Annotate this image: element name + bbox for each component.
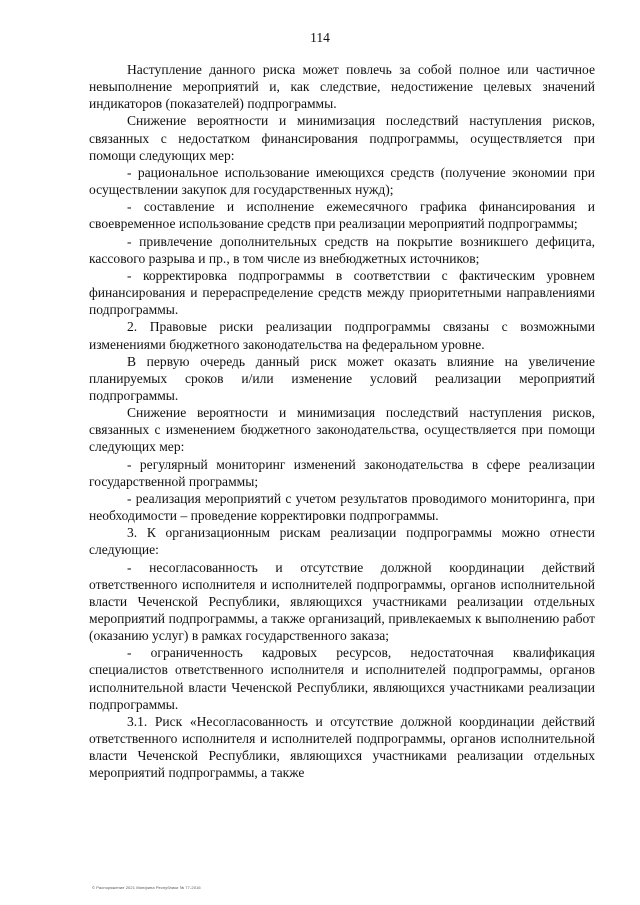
list-item-monitoring: - регулярный мониторинг изменений законодательства в сфере реализации государственной программы;	[89, 456, 595, 489]
paragraph-risk-consequence: Наступление данного риска может повлечь за собой полное или частичное невыполнение мероприятий и, как следствие, недостижение целевых значений индикаторов (показателей) подпрограммы.	[89, 62, 595, 112]
paragraph-legal-risks: 2. Правовые риски реализации подпрограммы связаны с возможными изменениями бюджетного законодательства на федеральном уровне.	[89, 319, 595, 352]
list-item-program-adjustment: - корректировка подпрограммы в соответствии с фактическим уровнем финансирования и перераспределение средств между приоритетными направлениями подпрограммы.	[89, 267, 595, 318]
footer-note: © Распоряжение 2021 Минфина Республики № 77-2016	[92, 885, 201, 890]
list-item-staff-limitations: - ограниченность кадровых ресурсов, недостаточная квалификация специалистов ответственного исполнителя и исполнителей подпрограммы, органов исполнительной власти Чеченской Республики, являющихся участниками реализации подпрограммы.	[89, 645, 595, 712]
paragraph-risk-3-1: 3.1. Риск «Несогласованность и отсутствие должной координации действий ответственного исполнителя и исполнителей подпрограммы, органов исполнительной власти Чеченской Республики, являющихся участниками реализации отдельных мероприятий подпрограммы, а также	[89, 713, 595, 781]
list-item-monthly-schedule: - составление и исполнение ежемесячного графика финансирования и своевременное использование средств при реализации мероприятий подпрограммы;	[89, 199, 595, 232]
paragraph-organizational-risks: 3. К организационным рискам реализации подпрограммы можно отнести следующие:	[89, 525, 595, 558]
paragraph-legal-risk-mitigation: Снижение вероятности и минимизация последствий наступления рисков, связанных с изменением бюджетного законодательства, осуществляется при помощи следующих мер:	[89, 405, 595, 455]
list-item-implementation: - реализация мероприятий с учетом результатов проводимого мониторинга, при необходимости – проведение корректировки подпрограммы.	[89, 490, 595, 524]
list-item-coordination: - несогласованность и отсутствие должной координации действий ответственного исполнителя и исполнителей подпрограммы, органов исполнительной власти Чеченской Республики, являющихся участниками реализации отдельных мероприятий подпрограммы, а также организаций, привлекаемых к выполнению работ (оказанию услуг) в рамках государственного заказа;	[89, 559, 595, 644]
page-number: 114	[310, 30, 330, 45]
paragraph-legal-risk-impact: В первую очередь данный риск может оказать влияние на увеличение планируемых сроков и/или изменение условий реализации мероприятий подпрограммы.	[89, 353, 595, 403]
list-item-rational-use: - рациональное использование имеющихся средств (получение экономии при осуществлении закупок для государственных нужд);	[89, 164, 595, 198]
document-body	[89, 61, 595, 782]
list-item-additional-funds: - привлечение дополнительных средств на покрытие возникшего дефицита, кассового разрыва и пр., в том числе из внебюджетных источников;	[89, 233, 595, 266]
paragraph-financial-risk-mitigation: Снижение вероятности и минимизация последствий наступления рисков, связанных с недостатком финансирования подпрограммы, осуществляется при помощи следующих мер:	[89, 113, 595, 163]
